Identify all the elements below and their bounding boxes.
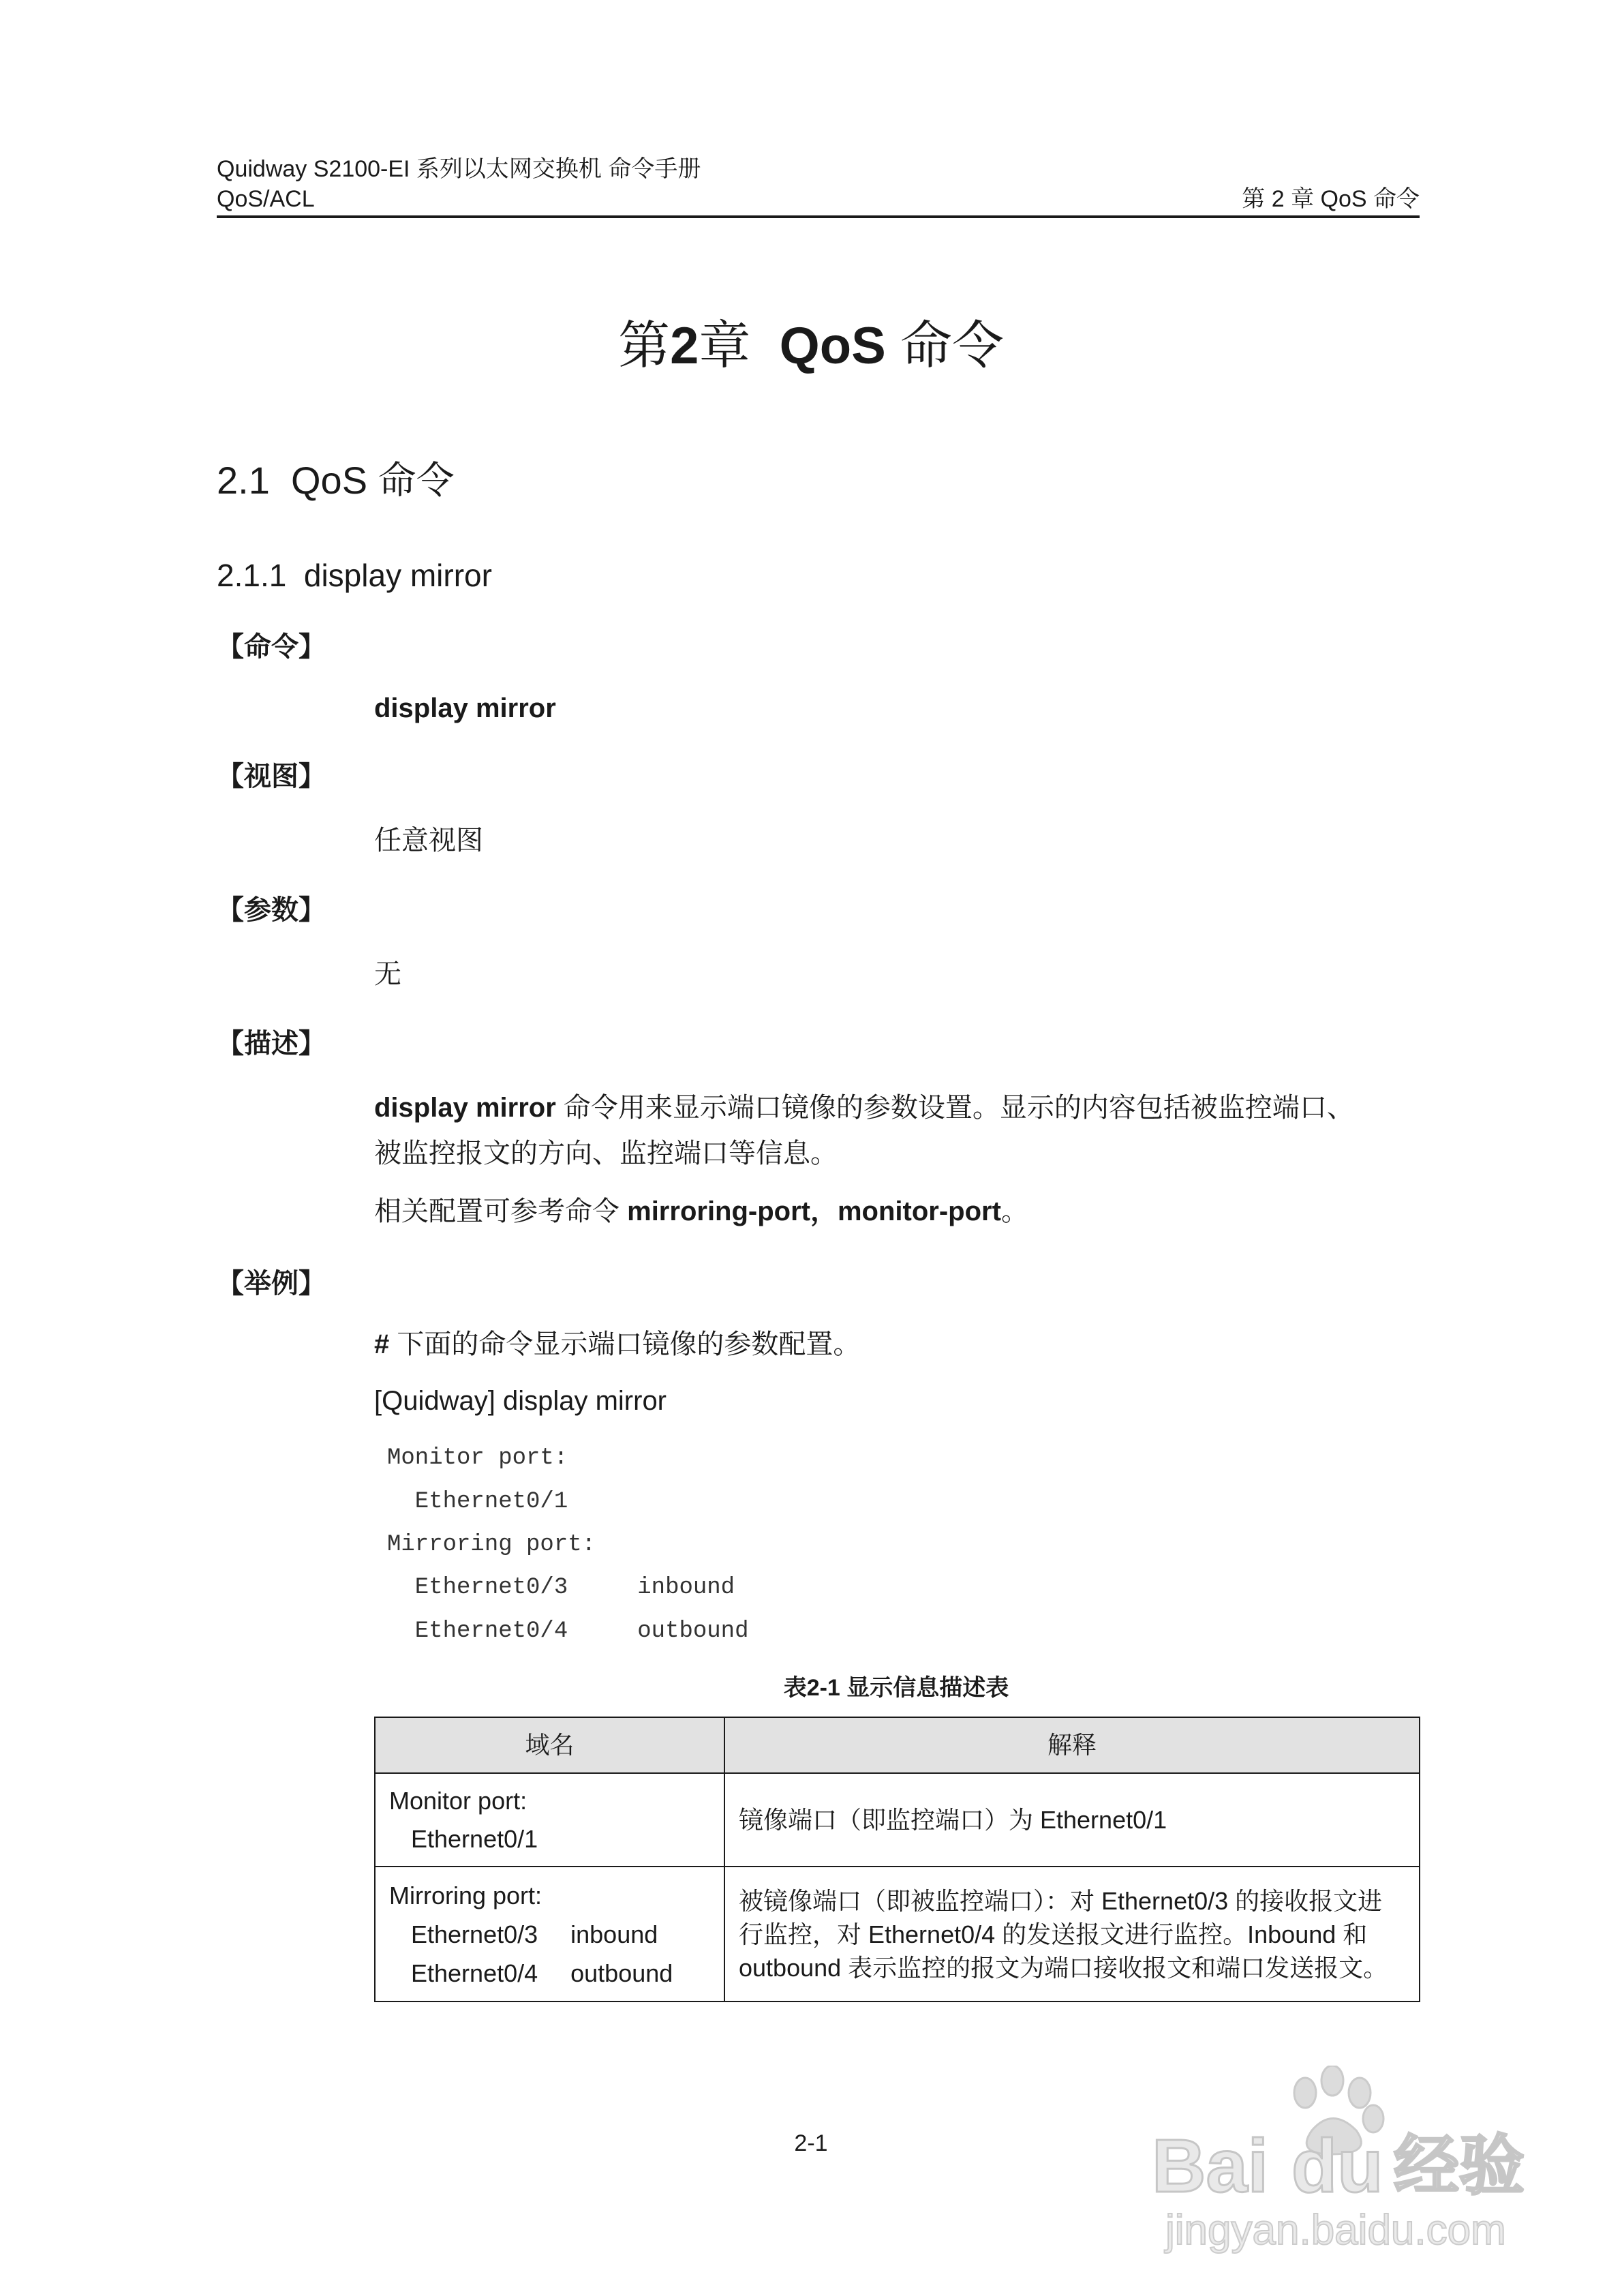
chapter-name-cn: 命令 <box>900 317 1004 375</box>
table-header: 解释 <box>724 1717 1420 1773</box>
explain-line: 被镜像端口（即被监控端口）：对 Ethernet0/3 的接收报文进 <box>739 1886 1383 1915</box>
example-comment-text: 下面的命令显示端口镜像的参数配置。 <box>389 1329 861 1359</box>
baidu-jingyan-watermark <box>1138 2066 1547 2256</box>
output-line: Mirroring port: <box>387 1532 596 1558</box>
subsection-number: 2.1.1 <box>217 558 287 593</box>
description-line-2: 被监控报文的方向、监控端口等信息。 <box>374 1138 838 1168</box>
explain-line: 行监控，对 Ethernet0/4 的发送报文进行监控。Inbound 和 <box>739 1920 1368 1948</box>
page-number: 2-1 <box>794 2130 828 2156</box>
field-line <box>389 1954 710 1993</box>
label-description: 【描述】 <box>217 1029 326 1059</box>
label-view: 【视图】 <box>217 761 326 791</box>
output-line: Monitor port: <box>387 1445 568 1471</box>
description-related <box>374 1194 1028 1228</box>
header-title: Quidway S2100-EI 系列以太网交换机 命令手册 <box>217 156 701 182</box>
output-line: Ethernet0/3 inbound <box>387 1575 735 1601</box>
field-direction: inbound <box>570 1920 658 1948</box>
field-line <box>389 1915 710 1954</box>
example-comment <box>374 1327 860 1361</box>
output-line: Ethernet0/1 <box>387 1489 568 1515</box>
svg-text:jingyan.baidu.com: jingyan.baidu.com <box>1165 2207 1506 2254</box>
field-title: Mirroring port: <box>389 1881 542 1909</box>
svg-text:Bai: Bai <box>1152 2124 1269 2208</box>
svg-text:经验: 经验 <box>1394 2128 1525 2204</box>
description-line-1 <box>374 1091 1354 1125</box>
label-command: 【命令】 <box>217 632 326 662</box>
field-port: Ethernet0/1 <box>411 1824 538 1853</box>
table-row <box>375 1867 1420 2002</box>
field-port: Ethernet0/3 <box>411 1920 538 1948</box>
label-params: 【参数】 <box>217 895 326 925</box>
field-port: Ethernet0/4 <box>411 1959 538 1987</box>
view-text: 任意视图 <box>374 826 483 856</box>
related-suffix: 。 <box>1000 1196 1028 1226</box>
subsection-title: display mirror <box>303 558 492 593</box>
related-prefix: 相关配置可参考命令 <box>374 1196 628 1226</box>
description-text: 命令用来显示端口镜像的参数设置。显示的内容包括被监控端口、 <box>555 1093 1354 1123</box>
chapter-name-en: QoS <box>779 317 886 375</box>
header-chapter: 第 2 章 QoS 命令 <box>1242 186 1420 212</box>
field-title: Monitor port: <box>389 1786 527 1815</box>
chapter-suffix: 章 <box>699 317 751 375</box>
table-header: 域名 <box>375 1717 724 1773</box>
table-cell-explain <box>724 1867 1420 2002</box>
chapter-title <box>0 315 1622 378</box>
chapter-prefix: 第 <box>618 317 671 375</box>
section-title: QoS 命令 <box>290 459 455 502</box>
table-cell-explain: 镜像端口（即监控端口）为 Ethernet0/1 <box>724 1773 1420 1867</box>
table-row <box>375 1773 1420 1867</box>
example-prompt: [Quidway] display mirror <box>374 1386 667 1416</box>
command-text: display mirror <box>374 693 556 723</box>
section-number: 2.1 <box>217 459 270 502</box>
field-direction: outbound <box>570 1959 673 1987</box>
chapter-number: 2 <box>670 317 699 375</box>
section-heading <box>217 457 455 504</box>
table-cell-field <box>375 1773 724 1867</box>
related-commands: mirroring-port，monitor-port <box>627 1196 1001 1226</box>
output-line: Ethernet0/4 outbound <box>387 1618 749 1644</box>
header-subtitle: QoS/ACL <box>217 186 315 212</box>
example-hash: # <box>374 1329 390 1359</box>
table-caption: 表2-1 显示信息描述表 <box>783 1675 1009 1701</box>
params-text: 无 <box>374 959 401 989</box>
table-cell-field <box>375 1867 724 2002</box>
subsection-heading <box>217 556 492 595</box>
svg-text:du: du <box>1291 2124 1383 2208</box>
header-rule <box>217 215 1420 218</box>
info-table <box>374 1717 1420 2002</box>
explain-line: outbound 表示监控的报文为端口接收报文和端口发送报文。 <box>739 1953 1388 1982</box>
label-example: 【举例】 <box>217 1269 326 1299</box>
table-header-row <box>375 1717 1420 1773</box>
description-cmd: display mirror <box>374 1093 556 1123</box>
